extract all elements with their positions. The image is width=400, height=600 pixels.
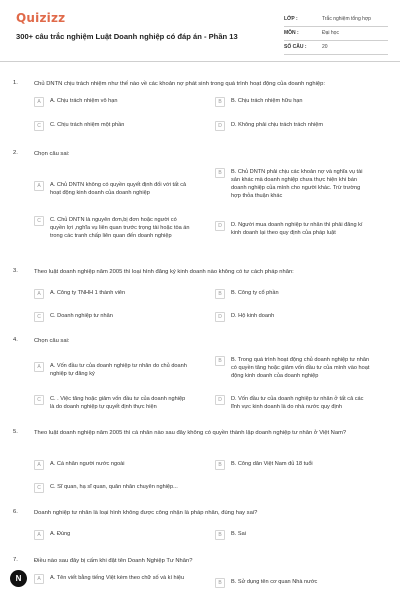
question-text: Điều nào sau đây bị cấm khi đặt tên Doanh Nghiệp Tư Nhân? [34,558,193,564]
option-text: C. Chủ DNTN là nguyên đơn,bị đơn hoặc người có quyền lợi ,nghĩa vụ liên quan trước trọng tài hoặc tòa án trong các tranh chấp liên quan đến doanh nghiệp [50,217,190,240]
question-text: Theo luật doanh nghiệp năm 2005 thì loại hình đăng ký kinh doanh nào không có tư cách pháp nhân: [34,269,294,275]
option-letter: C [34,395,44,405]
option-text: B. Công ty cổ phần [231,290,279,296]
option-letter: B [215,168,225,178]
option-text: D. Không phải chịu trách trách nhiệm [231,122,324,128]
option-letter: A [34,362,44,372]
option-text: C. . Việc tăng hoặc giảm vốn đầu tư của doanh nghiệp là do doanh nghiệp tự quyết định thực hiện [50,396,186,411]
option-letter: A [34,97,44,107]
floating-action-button[interactable]: N [10,570,27,587]
option-text: A. Tên viết bằng tiếng Việt kèm theo chữ số và kí hiệu [50,575,185,581]
option-text: B. Chủ DNTN phải chịu các khoản nợ và nghĩa vụ tài sản khác mà doanh nghiệp chưa thực hiện khi bán doanh nghiệp của mình cho người khác. Trừ trường hợp thỏa thuận khác [231,169,363,200]
question-number: 3. [13,268,18,274]
meta-table [284,12,388,55]
question-text: Chủ DNTN chịu trách nhiệm như thế nào về các khoản nợ phát sinh trong quá trình hoạt động của doanh nghiệp: [34,81,325,87]
meta-row-class [284,12,388,26]
meta-key: SỐ CÂU : [284,40,318,54]
document-header [0,0,400,62]
option-text: A. Cá nhân người nước ngoài [50,461,125,467]
option-text: C. Chịu trách nhiệm một phần [50,122,125,128]
meta-key: MÔN : [284,26,318,40]
option-letter: A [34,574,44,584]
option-text: B. Trong quá trình hoạt động chủ doanh nghiệp tư nhân có quyền tăng hoặc giảm vốn đầu tư của mình vào hoạt động kinh doanh của doanh nghiệp [231,357,370,380]
meta-value: Đại học [318,26,388,40]
option-text: A. Vốn đầu tư của doanh nghiệp tư nhân do chủ doanh nghiệp tự đăng ký [50,363,187,378]
option-text: D. Người mua doanh nghiệp tư nhân thì phải đăng kí kinh doanh lại theo quy định của pháp luật [231,222,363,237]
option-text: B. Sai [231,531,246,537]
meta-row-subject [284,26,388,40]
option-letter: D [215,221,225,231]
question-text: Theo luật doanh nghiệp năm 2005 thì cá nhân nào sau đây không có quyền thành lập doanh nghiệp tư nhân ở Việt Nam? [34,430,347,436]
option-text: A. Đúng [50,531,71,537]
option-letter: B [215,460,225,470]
option-text: B. Công dân Việt Nam đủ 18 tuổi [231,461,313,467]
option-letter: A [34,460,44,470]
option-letter: D [215,121,225,131]
option-letter: C [34,483,44,493]
question-number: 6. [13,509,18,515]
meta-value: Trắc nghiệm tổng hợp [318,12,388,26]
question-number: 1. [13,80,18,86]
page-title: 300+ câu trắc nghiệm Luật Doanh nghiệp có đáp án - Phần 13 [16,32,238,41]
meta-key: LỚP : [284,12,318,26]
question-number: 4. [13,337,18,343]
option-text: D. Vốn đầu tư của doanh nghiệp tư nhân ở tất cả các lĩnh vực kinh doanh là do nhà nước quy định [231,396,364,411]
option-text: A. Công ty TNHH 1 thành viên [50,290,126,296]
option-letter: A [34,181,44,191]
option-letter: C [34,312,44,322]
question-number: 2. [13,150,18,156]
option-letter: A [34,530,44,540]
option-text: C. Doanh nghiệp tư nhân [50,313,113,319]
meta-row-count [284,40,388,54]
option-letter: B [215,578,225,588]
option-letter: B [215,530,225,540]
option-text: A. Chịu trách nhiệm vô hạn [50,98,118,104]
question-text: Chọn câu sai: [34,338,70,344]
option-text: B. Chịu trách nhiệm hữu hạn [231,98,303,104]
quizizz-logo: Quizizz [16,11,66,25]
option-text: B. Sử dụng tên cơ quan Nhà nước [231,579,318,585]
option-text: C. Sĩ quan, hạ sĩ quan, quân nhân chuyên nghiệp... [50,484,178,490]
question-number: 7. [13,557,18,563]
question-number: 5. [13,429,18,435]
question-text: Doanh nghiệp tư nhân là loại hình không được công nhận là pháp nhân, đúng hay sai? [34,510,258,516]
option-letter: D [215,395,225,405]
question-text: Chọn câu sai: [34,151,70,157]
option-letter: C [34,216,44,226]
option-letter: B [215,289,225,299]
option-letter: D [215,312,225,322]
meta-value: 20 [318,40,388,54]
option-letter: A [34,289,44,299]
option-letter: B [215,97,225,107]
option-letter: C [34,121,44,131]
option-letter: B [215,356,225,366]
option-text: A. Chủ DNTN không có quyền quyết định đối với tất cả hoạt động kinh doanh của doanh nghiệp [50,182,187,197]
option-text: D. Hộ kinh doanh [231,313,275,319]
